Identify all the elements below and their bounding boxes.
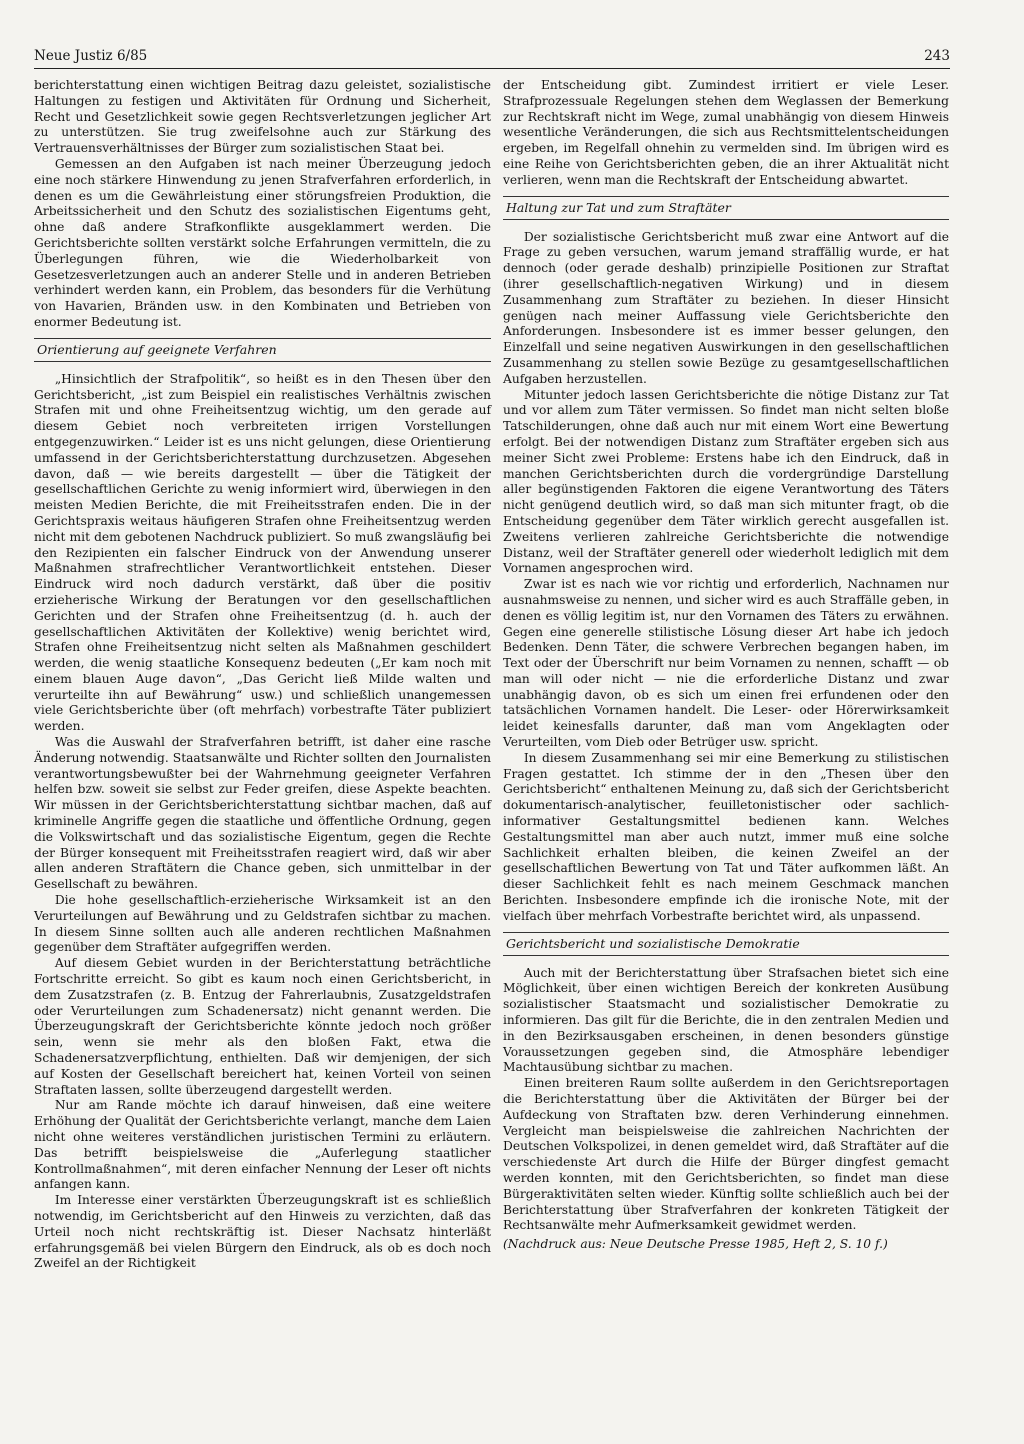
paragraph: „Hinsichtlich der Strafpolitik“, so heißt es in den Thesen über den Gerichtsbericht, „ist zum Beispiel ein realistisches Verhältnis zwischen Strafen mit und ohne Freiheitsentzug wichtig, um den gerade auf diesem Gebiet noch verbreiteten irrigen Vorstellungen entgegenzuwirken.“ Leider ist es uns nicht gelungen, diese Orientierung umfassend in der Gerichtsberichterstattung durchzusetzen. Abgesehen davon, daß — wie bereits dargestellt — über die Tätigkeit der gesellschaftlichen Gerichte zu wenig informiert wird, überwiegen in den meisten Medien Berichte, die mit Freiheitsstrafen enden. Die in der Gerichtspraxis weitaus häufigeren Strafen ohne Freiheitsentzug werden nicht mit dem gebotenen Nachdruck publiziert. So muß zwangsläufig bei den Rezipienten ein falscher Eindruck von der Anwendung unserer Maßnahmen strafrechtlicher Verantwortlichkeit entstehen. Dieser Eindruck wird noch dadurch verstärkt, daß über die positiv erzieherische Wirkung der Beratungen vor den gesellschaftlichen Gerichten und der Strafen ohne Freiheitsentzug (d. h. auch der gesellschaftlichen Aktivitäten der Kollektive) wenig berichtet wird, Strafen ohne Freiheitsentzug nicht selten als Maßnahmen geschildert werden, die wenig staatliche Konsequenz bedeuten („Er kam noch mit einem blauen Auge davon“, „Das Gericht ließ Milde walten und verurteilte ihn auf Bewährung“ usw.) und schließlich unangemessen viele Gerichtsberichte über (oft mehrfach) vorbestrafte Täter publiziert werden. (34, 371, 491, 734)
left-column (34, 78, 491, 1272)
paragraph: Was die Auswahl der Strafverfahren betrifft, ist daher eine rasche Änderung notwendig. Staatsanwälte und Richter sollten den Journalisten verantwortungsbewußter bei der Wahrnehmung geeigneter Verfahren helfen bzw. soweit sie selbst zur Feder greifen, diese Aspekte beachten. Wir müssen in der Gerichtsberichterstattung sichtbar machen, daß auf kriminelle Angriffe gegen die staatliche und öffentliche Ordnung, gegen die Volkswirtschaft und das sozialistische Eigentum, gegen die Rechte der Bürger konsequent mit Freiheitsstrafen reagiert wird, daß wir aber allen anderen Straftätern die Chance geben, sich unmittelbar in der Gesellschaft zu bewähren. (34, 735, 491, 892)
source-citation: (Nachdruck aus: Neue Deutsche Presse 1985, Heft 2, S. 10 f.) (503, 1237, 888, 1252)
section-heading: Gerichtsbericht und sozialistische Demokratie (503, 932, 949, 956)
page-number: 243 (924, 48, 950, 64)
paragraph: der Entscheidung gibt. Zumindest irritiert er viele Leser. Strafprozessuale Regelungen stehen dem Weglassen der Bemerkung zur Rechtskraft nicht im Wege, zumal unabhängig von diesem Hinweis wesentliche Veränderungen, die sich aus Rechtsmittelentscheidungen ergeben, im Regelfall ohnehin zu vermelden sind. Im übrigen wird es eine Reihe von Gerichtsberichten geben, die an ihrer Aktualität nicht verlieren, wenn man die Rechtskraft der Entscheidung abwartet. (503, 78, 949, 187)
paragraph: Zwar ist es nach wie vor richtig und erforderlich, Nachnamen nur ausnahmsweise zu nennen, und sicher wird es auch Straffälle geben, in denen es völlig legitim ist, nur den Vornamen des Täters zu erwähnen. Gegen eine generelle stilistische Lösung dieser Art habe ich jedoch Bedenken. Denn Täter, die schwere Verbrechen begangen haben, im Text oder der Überschrift nur beim Vornamen zu nennen, schafft — ob man will oder nicht — nie die erforderliche Distanz und zwar unabhängig davon, ob es sich um einen frei erfundenen oder den tatsächlichen Vornamen handelt. Die Leser- oder Hörerwirksamkeit leidet keinesfalls darunter, daß man vom Angeklagten oder Verurteilten, vom Dieb oder Betrüger usw. spricht. (503, 577, 949, 750)
paragraph: Im Interesse einer verstärkten Überzeugungskraft ist es schließlich notwendig, im Gerichtsbericht auf den Hinweis zu verzichten, daß das Urteil noch nicht rechtskräftig ist. Dieser Nachsatz hinterläßt erfahrungsgemäß bei vielen Bürgern den Eindruck, als ob es doch noch Zweifel an der Richtigkeit (34, 1193, 491, 1271)
paragraph: Der sozialistische Gerichtsbericht muß zwar eine Antwort auf die Frage zu geben versuchen, warum jemand straffällig wurde, er hat dennoch (oder gerade deshalb) prinzipielle Positionen zur Straftat (ihrer gesellschaftlich-negativen Wirkung) und in diesem Zusammenhang zum Straftäter zu beziehen. In dieser Hinsicht genügen nach meiner Auffassung viele Gerichtsberichte den Anforderungen. Insbesondere ist es immer besser gelungen, den Einzelfall und seine negativen Auswirkungen in den gesellschaftlichen Zusammenhang zu stellen sowie Bezüge zu gesamtgesellschaftlichen Aufgaben herzustellen. (503, 229, 949, 386)
paragraph: berichterstattung einen wichtigen Beitrag dazu geleistet, sozialistische Haltungen zu festigen und Aktivitäten für Ordnung und Sicherheit, Recht und Gesetzlichkeit sowie gegen Rechtsverletzungen jeglicher Art zu unterstützen. Sie trug zweifelsohne auch zur Stärkung des Vertrauensverhältnisses der Bürger zum sozialistischen Staat bei. (34, 78, 491, 156)
paragraph: Auf diesem Gebiet wurden in der Berichterstattung beträchtliche Fortschritte erreicht. So gibt es kaum noch einen Gerichtsbericht, in dem Zusatzstrafen (z. B. Entzug der Fahrerlaubnis, Zusatzgeldstrafen oder Verurteilungen zum Schadenersatz) nicht genannt werden. Die Überzeugungskraft der Gerichtsberichte könnte jedoch noch größer sein, wenn sie mehr als den bloßen Fakt, etwa die Schadenersatzverpflichtung, enthielten. Daß wir demjenigen, der sich auf Kosten der Gesellschaft bereichert hat, keinen Vorteil von seinen Straftaten lassen, sollte überzeugend dargestellt werden. (34, 956, 491, 1097)
paragraph: Auch mit der Berichterstattung über Strafsachen bietet sich eine Möglichkeit, über einen wichtigen Bereich der konkreten Ausübung sozialistischer Staatsmacht und sozialistischer Demokratie zu informieren. Das gilt für die Berichte, die in den zentralen Medien und in den Bezirksausgaben erscheinen, in denen besonders günstige Voraussetzungen gegeben sind, die Atmosphäre lebendiger Machtausübung sichtbar zu machen. (503, 965, 949, 1075)
section-heading: Haltung zur Tat und zum Straftäter (503, 196, 949, 220)
right-column (503, 78, 949, 1253)
paragraph: Mitunter jedoch lassen Gerichtsberichte die nötige Distanz zur Tat und vor allem zum Täter vermissen. So findet man nicht selten bloße Tatschilderungen, ohne daß auch nur mit einem Wort eine Bewertung erfolgt. Bei der notwendigen Distanz zum Straftäter ergeben sich aus meiner Sicht zwei Probleme: Erstens habe ich den Eindruck, daß in manchen Gerichtsberichten durch die vordergründige Darstellung aller begünstigenden Faktoren die eigene Verantwortung des Täters nicht genügend deutlich wird, so daß man sich mitunter fragt, ob die Entscheidung gegenüber dem Täter wirklich gerecht ausgefallen ist. Zweitens verlieren zahlreiche Gerichtsberichte die notwendige Distanz, weil der Straftäter generell oder wiederholt lediglich mit dem Vornamen angesprochen wird. (503, 387, 949, 576)
journal-title: Neue Justiz 6/85 (34, 48, 148, 64)
running-header (34, 46, 950, 69)
paragraph: Gemessen an den Aufgaben ist nach meiner Überzeugung jedoch eine noch stärkere Hinwendung zu jenen Strafverfahren erforderlich, in denen es um die Gewährleistung einer störungsfreien Produktion, die Arbeitssicherheit und den Schutz des sozialistischen Eigentums geht, ohne daß andere Strafkonflikte ausgeklammert werden. Die Gerichtsberichte sollten verstärkt solche Erfahrungen vermitteln, die zu Überlegungen führen, wie die Wiederholbarkeit von Gesetzesverletzungen auch an anderer Stelle und in anderen Betrieben verhindert werden kann, ein Problem, das besonders für die Verhütung von Havarien, Bränden usw. in den Kombinaten und Betrieben von enormer Bedeutung ist. (34, 156, 491, 329)
paragraph: In diesem Zusammenhang sei mir eine Bemerkung zu stilistischen Fragen gestattet. Ich stimme der in den „Thesen über den Gerichtsbericht“ enthaltenen Meinung zu, daß sich der Gerichtsbericht dokumentarisch-analytischer, feuilletonistischer oder sachlich-informativer Gestaltungsmittel bedienen kann. Welches Gestaltungsmittel man aber auch nutzt, immer muß eine solche Sachlichkeit erhalten bleiben, die keinen Zweifel an der gesellschaftlichen Bewertung von Tat und Täter aufkommen läßt. An dieser Sachlichkeit fehlt es nach meinem Geschmack manchen Berichten. Insbesondere empfinde ich die ironische Note, mit der vielfach über mehrfach Vorbestrafte berichtet wird, als unpassend. (503, 750, 949, 923)
paragraph: Die hohe gesellschaftlich-erzieherische Wirksamkeit ist an den Verurteilungen auf Bewährung und zu Geldstrafen sichtbar zu machen. In diesem Sinne sollten auch alle anderen rechtlichen Maßnahmen gegenüber dem Straftäter aufgegriffen werden. (34, 893, 491, 955)
paragraph: Einen breiteren Raum sollte außerdem in den Gerichtsreportagen die Berichterstattung über die Aktivitäten der Bürger bei der Aufdeckung von Straftaten bzw. deren Verhinderung einnehmen. Vergleicht man beispielsweise die zahlreichen Nachrichten der Deutschen Volkspolizei, in denen gemeldet wird, daß Straftäter auf die verschiedenste Art durch die Hilfe der Bürger dingfest gemacht werden konnten, mit den Gerichtsberichten, so findet man diese Bürgeraktivitäten selten wieder. Künftig sollte schließlich auch bei der Berichterstattung über Strafverfahren der konkreten Tätigkeit der Rechtsanwälte mehr Aufmerksamkeit gewidmet werden. (503, 1076, 949, 1233)
section-heading: Orientierung auf geeignete Verfahren (34, 338, 491, 362)
paragraph: Nur am Rande möchte ich darauf hinweisen, daß eine weitere Erhöhung der Qualität der Gerichtsberichte verlangt, manche dem Laien nicht ohne weiteres verständlichen juristischen Termini zu erläutern. Das betrifft beispielsweise die „Auferlegung staatlicher Kontrollmaßnahmen“, mit deren einfacher Nennung der Leser oft nichts anfangen kann. (34, 1098, 491, 1192)
